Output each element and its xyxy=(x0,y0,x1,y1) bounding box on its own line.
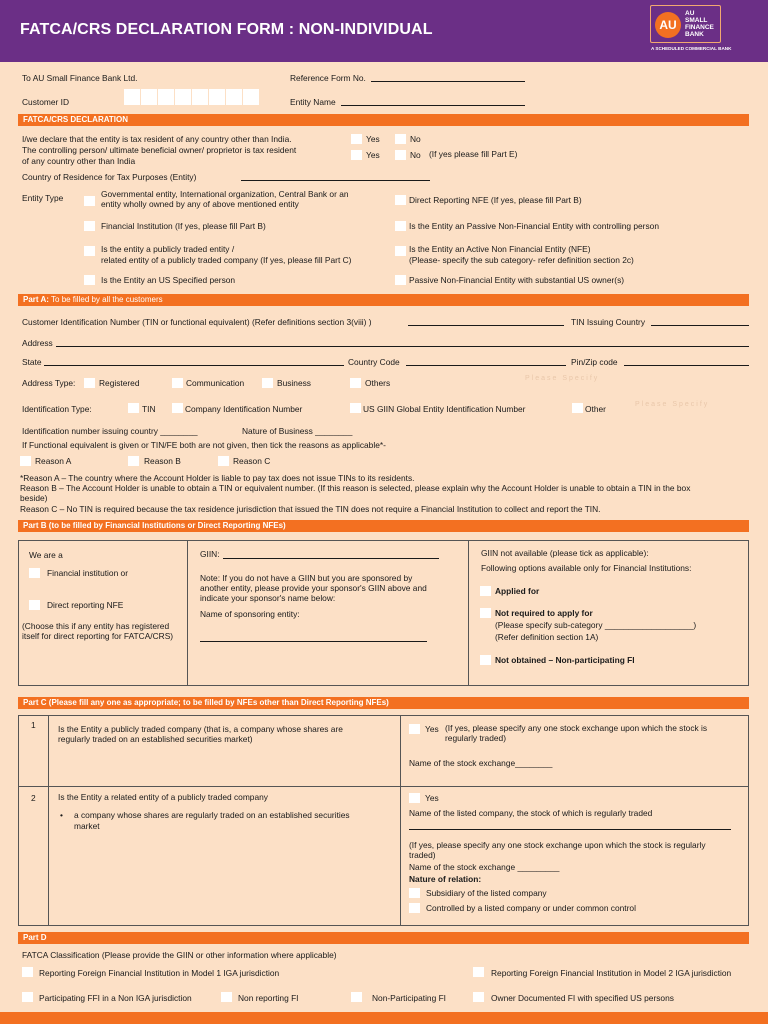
company-id-label: Company Identification Number xyxy=(185,404,303,414)
id-tin-checkbox[interactable] xyxy=(128,403,139,413)
bullet: • xyxy=(60,810,63,820)
direct-reporting-nfe-b-label: Direct reporting NFE xyxy=(47,600,124,610)
non-reporting-fi-label: Non reporting FI xyxy=(238,993,299,1003)
direct-reporting-nfe-b-checkbox[interactable] xyxy=(29,600,40,610)
q2-spec-line2: traded) xyxy=(409,850,436,860)
part-b-divider xyxy=(468,540,469,686)
section-declaration-bar: FATCA/CRS DECLARATION xyxy=(18,114,749,126)
nature-of-business-label: Nature of Business ________ xyxy=(242,426,353,436)
fill-part-e-note: (If yes please fill Part E) xyxy=(429,149,518,159)
giin-b-label: GIIN: xyxy=(200,549,220,559)
us-specified-person-checkbox[interactable] xyxy=(84,275,95,285)
cin-label: Customer Identification Number (TIN or functional equivalent) (Refer definitions section 3(viii) ) xyxy=(22,317,372,327)
yes-label: Yes xyxy=(366,134,380,144)
model1-label: Reporting Foreign Financial Institution in Model 1 IGA jurisdiction xyxy=(39,968,280,978)
q1-yes-note-line2: regularly traded) xyxy=(445,733,506,743)
controlled-checkbox[interactable] xyxy=(409,903,420,913)
passive-nfe-us-owner-checkbox[interactable] xyxy=(395,275,406,285)
decl-line2: The controlling person/ ultimate beneficial owner/ proprietor is tax resident xyxy=(22,145,297,155)
state-field[interactable] xyxy=(44,365,344,366)
pin-field[interactable] xyxy=(624,365,749,366)
entity-type-label: Entity Type xyxy=(22,193,64,203)
fatca-classification-label: FATCA Classification (Please provide the GIIN or other information where applicable) xyxy=(22,950,337,960)
not-obtained-checkbox[interactable] xyxy=(480,655,491,665)
financial-institution-label: Financial Institution (If yes, please fill Part B) xyxy=(101,221,266,231)
part-c-row-divider xyxy=(18,786,749,787)
id-company-checkbox[interactable] xyxy=(172,403,183,413)
tax-resident-yes-checkbox[interactable] xyxy=(351,134,362,144)
applied-for-label: Applied for xyxy=(495,586,540,596)
publicly-traded-checkbox[interactable] xyxy=(84,246,95,256)
country-code-label: Country Code xyxy=(348,357,400,367)
form-header xyxy=(0,0,768,62)
reason-c-note: Reason C – No TIN is required because the tax residence jurisdiction that issued the TIN does not require a Financial Institution to collect and report the TIN. xyxy=(20,504,601,514)
owner-documented-fi-checkbox[interactable] xyxy=(473,992,484,1002)
active-nfe-line2: (Please- specify the sub category- refer definition section 2c) xyxy=(409,255,634,265)
subsidiary-checkbox[interactable] xyxy=(409,888,420,898)
address-registered-checkbox[interactable] xyxy=(84,378,95,388)
customer-id-label: Customer ID xyxy=(22,97,70,107)
reason-c-checkbox[interactable] xyxy=(218,456,229,466)
part-b-divider xyxy=(187,540,188,686)
no-label: No xyxy=(410,150,421,160)
q2-label: Is the Entity a related entity of a publicly traded company xyxy=(58,792,268,802)
non-participating-fi-label: Non-Participating FI xyxy=(372,993,447,1003)
reason-b-note-line2: beside) xyxy=(20,493,48,503)
governmental-entity-checkbox[interactable] xyxy=(84,196,95,206)
listed-company-field[interactable] xyxy=(409,829,731,830)
others-label: Others xyxy=(365,378,391,388)
applied-for-checkbox[interactable] xyxy=(480,586,491,596)
owner-documented-fi-label: Owner Documented FI with specified US persons xyxy=(491,993,674,1003)
part-c-divider xyxy=(400,715,401,926)
financial-institution-checkbox[interactable] xyxy=(84,221,95,231)
logo-mark: AU xyxy=(655,12,681,38)
address-communication-checkbox[interactable] xyxy=(172,378,183,388)
options-note: Following options available only for Financial Institutions: xyxy=(481,563,692,573)
decl-line1: I/we declare that the entity is tax resident of any country other than India. xyxy=(22,134,292,144)
q1-line1: Is the Entity a publicly traded company (that is, a company whose shares are xyxy=(58,724,343,734)
reason-a-checkbox[interactable] xyxy=(20,456,31,466)
model2-checkbox[interactable] xyxy=(473,967,484,977)
tin-country-label: TIN Issuing Country xyxy=(571,317,646,327)
model1-checkbox[interactable] xyxy=(22,967,33,977)
non-reporting-fi-checkbox[interactable] xyxy=(221,992,232,1002)
sponsor-note-line2: another entity, please provide your sponsor's GIIN above and xyxy=(200,583,427,593)
reason-b-label: Reason B xyxy=(144,456,181,466)
sponsor-name-label: Name of sponsoring entity: xyxy=(200,609,300,619)
choose-note-line1: (Choose this if any entity has registered xyxy=(22,621,170,631)
sponsor-name-field[interactable] xyxy=(200,641,427,642)
passive-nfe-us-owner-label: Passive Non-Financial Entity with substantial US owner(s) xyxy=(409,275,625,285)
reason-a-label: Reason A xyxy=(35,456,72,466)
communication-label: Communication xyxy=(186,378,245,388)
id-giin-checkbox[interactable] xyxy=(350,403,361,413)
reason-c-label: Reason C xyxy=(233,456,271,466)
yes-label: Yes xyxy=(425,793,439,803)
participating-ffi-label: Participating FFI in a Non IGA jurisdiction xyxy=(39,993,192,1003)
sponsor-note-line3: indicate your sponsor's name below: xyxy=(200,593,336,603)
row-number-2: 2 xyxy=(31,793,36,803)
part-c-divider xyxy=(48,715,49,926)
q1-yes-note-line1: (If yes, please specify any one stock exchange upon which the stock is xyxy=(445,723,708,733)
decl-line3: of any country other than India xyxy=(22,156,136,166)
part-b-table xyxy=(18,540,749,686)
active-nfe-line1: Is the Entity an Active Non Financial Entity (NFE) xyxy=(409,244,591,254)
section-part-b-bar: Part B (to be filled by Financial Institutions or Direct Reporting NFEs) xyxy=(18,520,749,532)
choose-note-line2: itself for direct reporting for FATCA/CRS) xyxy=(22,631,174,641)
country-residence-field[interactable] xyxy=(241,180,430,181)
financial-institution-or-label: Financial institution or xyxy=(47,568,128,578)
id-issuing-country-label: Identification number issuing country ________ xyxy=(22,426,198,436)
we-are-label: We are a xyxy=(29,550,63,560)
state-label: State xyxy=(22,357,42,367)
cin-field[interactable] xyxy=(408,325,564,326)
yes-label: Yes xyxy=(425,724,439,734)
address-field[interactable] xyxy=(56,346,749,347)
publicly-traded-line1: Is the entity a publicly traded entity / xyxy=(101,244,235,254)
reason-a-note: *Reason A – The country where the Account Holder is liable to pay tax does not issue TINs to its residents. xyxy=(20,473,415,483)
address-type-label: Address Type: xyxy=(22,378,76,388)
country-code-field[interactable] xyxy=(406,365,566,366)
not-obtained-label: Not obtained – Non-participating FI xyxy=(495,655,635,665)
giin-not-available-label: GIIN not available (please tick as applicable): xyxy=(481,548,649,558)
direct-reporting-nfe-checkbox[interactable] xyxy=(395,195,406,205)
business-label: Business xyxy=(277,378,311,388)
reference-form-label: Reference Form No. xyxy=(290,73,366,83)
publicly-traded-yes-checkbox[interactable] xyxy=(409,724,420,734)
controlled-label: Controlled by a listed company or under common control xyxy=(426,903,636,913)
q2-bullet-line1: a company whose shares are regularly traded on an established securities xyxy=(74,810,350,820)
row-number-1: 1 xyxy=(31,720,36,730)
section-part-a-bar: Part A: To be filled by all the customers xyxy=(18,294,749,306)
no-label: No xyxy=(410,134,421,144)
bank-logo xyxy=(650,5,721,43)
active-nfe-checkbox[interactable] xyxy=(395,246,406,256)
address-others-checkbox[interactable] xyxy=(350,378,361,388)
passive-nfe-controlling-checkbox[interactable] xyxy=(395,221,406,231)
not-required-label: Not required to apply for xyxy=(495,608,593,618)
reference-form-field[interactable] xyxy=(371,81,525,82)
listed-company-label: Name of the listed company, the stock of which is regularly traded xyxy=(409,808,653,818)
q1-line2: regularly traded on an established securities market) xyxy=(58,734,253,744)
tin-label: TIN xyxy=(142,404,156,414)
address-others-specify-field[interactable]: Please Specify xyxy=(525,375,600,382)
registered-label: Registered xyxy=(99,378,140,388)
tax-resident-no-checkbox[interactable] xyxy=(395,134,406,144)
us-specified-person-label: Is the Entity an US Specified person xyxy=(101,275,236,285)
form-title: FATCA/CRS DECLARATION FORM : NON-INDIVIDUAL xyxy=(20,21,433,38)
footer-bar xyxy=(0,1012,768,1024)
refer-definition-note: (Refer definition section 1A) xyxy=(495,632,599,642)
logo-tagline: A SCHEDULED COMMERCIAL BANK xyxy=(651,46,732,51)
giin-label: US GIIN Global Entity Identification Number xyxy=(363,404,526,414)
q2-spec-line1: (If yes, please specify any one stock exchange upon which the stock is regularly xyxy=(409,840,706,850)
sub-category-field[interactable]: (Please specify sub-category ___________________) xyxy=(495,620,697,630)
governmental-entity-line1: Governmental entity, International organization, Central Bank or an xyxy=(101,189,349,199)
yes-label: Yes xyxy=(366,150,380,160)
reason-b-checkbox[interactable] xyxy=(128,456,139,466)
logo-text: AU SMALL FINANCE BANK xyxy=(685,10,714,38)
nature-of-relation-label: Nature of relation: xyxy=(409,874,482,884)
financial-institution-or-checkbox[interactable] xyxy=(29,568,40,578)
part-c-table xyxy=(18,715,749,926)
functional-equivalent-note: If Functional equivalent is given or TIN/FE both are not given, then tick the reasons as applicable*- xyxy=(22,440,386,450)
participating-ffi-checkbox[interactable] xyxy=(22,992,33,1002)
stock-exchange-1-field[interactable]: Name of the stock exchange________ xyxy=(409,758,553,768)
passive-nfe-controlling-label: Is the Entity an Passive Non-Financial Entity with controlling person xyxy=(409,221,659,231)
country-residence-label: Country of Residence for Tax Purposes (Entity) xyxy=(22,172,197,182)
controlling-yes-checkbox[interactable] xyxy=(351,150,362,160)
stock-exchange-2-field[interactable]: Name of the stock exchange _________ xyxy=(409,862,560,872)
section-part-c-bar: Part C (Please fill any one as appropriate; to be filled by NFEs other than Direct Reporting NFEs) xyxy=(18,697,749,709)
model2-label: Reporting Foreign Financial Institution in Model 2 IGA jurisdiction xyxy=(491,968,732,978)
section-part-d-bar: Part D xyxy=(18,932,749,944)
other-label: Other xyxy=(585,404,606,414)
tin-country-field[interactable] xyxy=(651,325,749,326)
giin-b-field[interactable] xyxy=(223,558,439,559)
pin-label: Pin/Zip code xyxy=(571,357,618,367)
addressee: To AU Small Finance Bank Ltd. xyxy=(22,73,138,83)
q2-bullet-line2: market xyxy=(74,821,100,831)
publicly-traded-line2: related entity of a publicly traded company (If yes, please fill Part C) xyxy=(101,255,352,265)
entity-name-field[interactable] xyxy=(341,105,525,106)
identification-type-label: Identification Type: xyxy=(22,404,92,414)
not-required-checkbox[interactable] xyxy=(480,608,491,618)
sponsor-note-line1: Note: If you do not have a GIIN but you are sponsored by xyxy=(200,573,413,583)
related-entity-yes-checkbox[interactable] xyxy=(409,793,420,803)
id-other-specify-field[interactable]: Please Specify xyxy=(635,401,710,408)
controlling-no-checkbox[interactable] xyxy=(395,150,406,160)
address-label: Address xyxy=(22,338,53,348)
id-other-checkbox[interactable] xyxy=(572,403,583,413)
governmental-entity-line2: entity wholly owned by any of above mentioned entity xyxy=(101,199,299,209)
subsidiary-label: Subsidiary of the listed company xyxy=(426,888,547,898)
direct-reporting-nfe-label: Direct Reporting NFE (If yes, please fill Part B) xyxy=(409,195,582,205)
entity-name-label: Entity Name xyxy=(290,97,336,107)
address-business-checkbox[interactable] xyxy=(262,378,273,388)
non-participating-fi-checkbox[interactable] xyxy=(351,992,362,1002)
reason-b-note-line1: Reason B – The Account Holder is unable to obtain a TIN or equivalent number. (If this reason is selected, please explain why the Account Holder is unable to obtain a TIN in the box xyxy=(20,483,691,493)
